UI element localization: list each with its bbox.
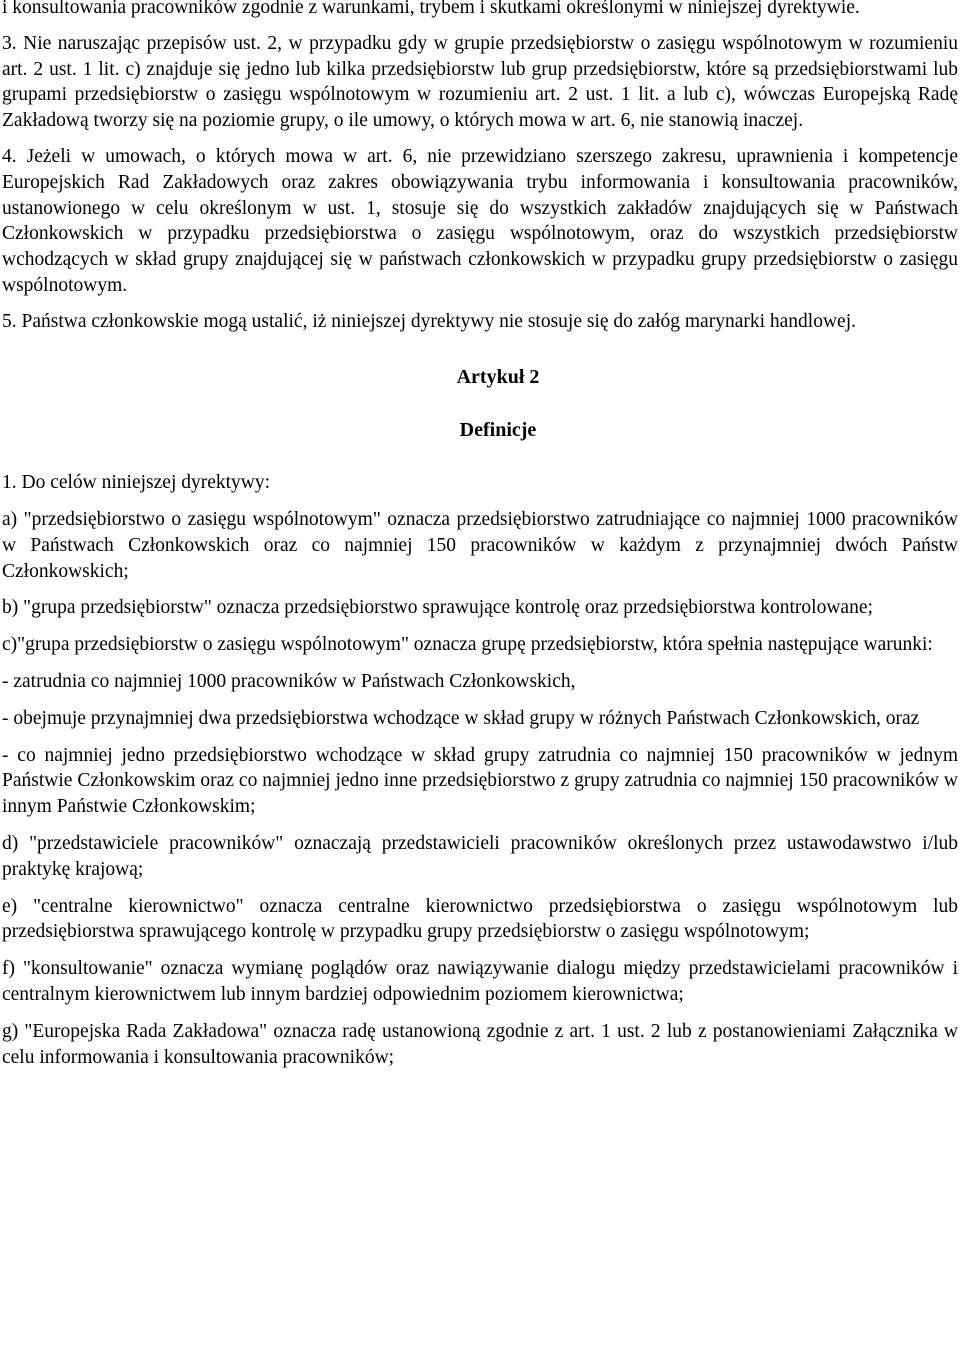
- paragraph-continuation: i konsultowania pracowników zgodnie z warunkami, trybem i skutkami określonymi w niniejszej dyrektywie.: [2, 0, 860, 18]
- article-title: Definicje: [459, 419, 537, 442]
- paragraph-4: 4. Jeżeli w umowach, o których mowa w art. 6, nie przewidziano szerszego zakresu, uprawnienia i kompetencje Europejskich Rad Zakładowych oraz zakres obowiązywania trybu informowania i konsultowania pracowników, ustanowionego w celu określonym w ust. 1, stosuje się do wszystkich zakładów znajdujących się w Państwach Członkowskich w przypadku przedsiębiorstwa o zasięgu wspólnotowym, oraz do wszystkich przedsiębiorstw wchodzących w skład grupy znajdującej się w państwach członkowskich w przypadku grupy przedsiębiorstw o zasięgu wspólnotowym.: [2, 145, 958, 296]
- definition-g: g) "Europejska Rada Zakładowa" oznacza radę ustanowioną zgodnie z art. 1 ust. 2 lub z postanowieniami Załącznika w celu informowania i konsultowania pracowników;: [2, 1020, 958, 1068]
- definition-c-condition-3: - co najmniej jedno przedsiębiorstwo wchodzące w skład grupy zatrudnia co najmniej 150 pracowników w jednym Państwie Członkowskim oraz co najmniej jedno inne przedsiębiorstwo z grupy zatrudnia co najmniej 150 pracowników w innym Państwie Członkowskim;: [2, 744, 958, 818]
- definition-b: b) "grupa przedsiębiorstw" oznacza przedsiębiorstwo sprawujące kontrolę oraz przedsiębiorstwa kontrolowane;: [2, 597, 873, 619]
- definition-c: c)"grupa przedsiębiorstw o zasięgu wspólnotowym" oznacza grupę przedsiębiorstw, która spełnia następujące warunki:: [2, 634, 933, 656]
- definition-a: a) "przedsiębiorstwo o zasięgu wspólnotowym" oznacza przedsiębiorstwo zatrudniające co najmniej 1000 pracowników w Państwach Członkowskich oraz co najmniej 150 pracowników w każdym z przynajmniej dwóch Państw Członkowskich;: [2, 508, 958, 582]
- paragraph-3: 3. Nie naruszając przepisów ust. 2, w przypadku gdy w grupie przedsiębiorstw o zasięgu wspólnotowym w rozumieniu art. 2 ust. 1 lit. c) znajduje się jedno lub kilka przedsiębiorstw lub grup przedsiębiorstw, które są przedsiębiorstwami lub grupami przedsiębiorstw o zasięgu wspólnotowym w rozumieniu art. 2 ust. 1 lit. a lub c), wówczas Europejską Radę Zakładową tworzy się na poziomie grupy, o ile umowy, o których mowa w art. 6, nie stanowią inaczej.: [2, 32, 958, 132]
- definition-e: e) "centralne kierownictwo" oznacza centralne kierownictwo przedsiębiorstwa o zasięgu wspólnotowym lub przedsiębiorstwa sprawującego kontrolę w przypadku grupy przedsiębiorstw o zasięgu wspólnotowym;: [2, 895, 958, 943]
- definitions-intro: 1. Do celów niniejszej dyrektywy:: [2, 472, 271, 494]
- paragraph-5: 5. Państwa członkowskie mogą ustalić, iż niniejszej dyrektywy nie stosuje się do załóg marynarki handlowej.: [2, 310, 857, 332]
- definition-c-condition-1: - zatrudnia co najmniej 1000 pracowników w Państwach Członkowskich,: [2, 670, 576, 692]
- definition-d: d) "przedstawiciele pracowników" oznaczają przedstawicieli pracowników określonych przez ustawodawstwo i/lub praktykę krajową;: [2, 832, 958, 880]
- definition-c-condition-2: - obejmuje przynajmniej dwa przedsiębiorstwa wchodzące w skład grupy w różnych Państwach Członkowskich, oraz: [2, 707, 920, 729]
- article-number: Artykuł 2: [456, 365, 540, 388]
- definition-f: f) "konsultowanie" oznacza wymianę poglądów oraz nawiązywanie dialogu między przedstawicielami pracowników i centralnym kierownictwem lub innym bardziej odpowiednim poziomem kierownictwa;: [2, 958, 958, 1005]
